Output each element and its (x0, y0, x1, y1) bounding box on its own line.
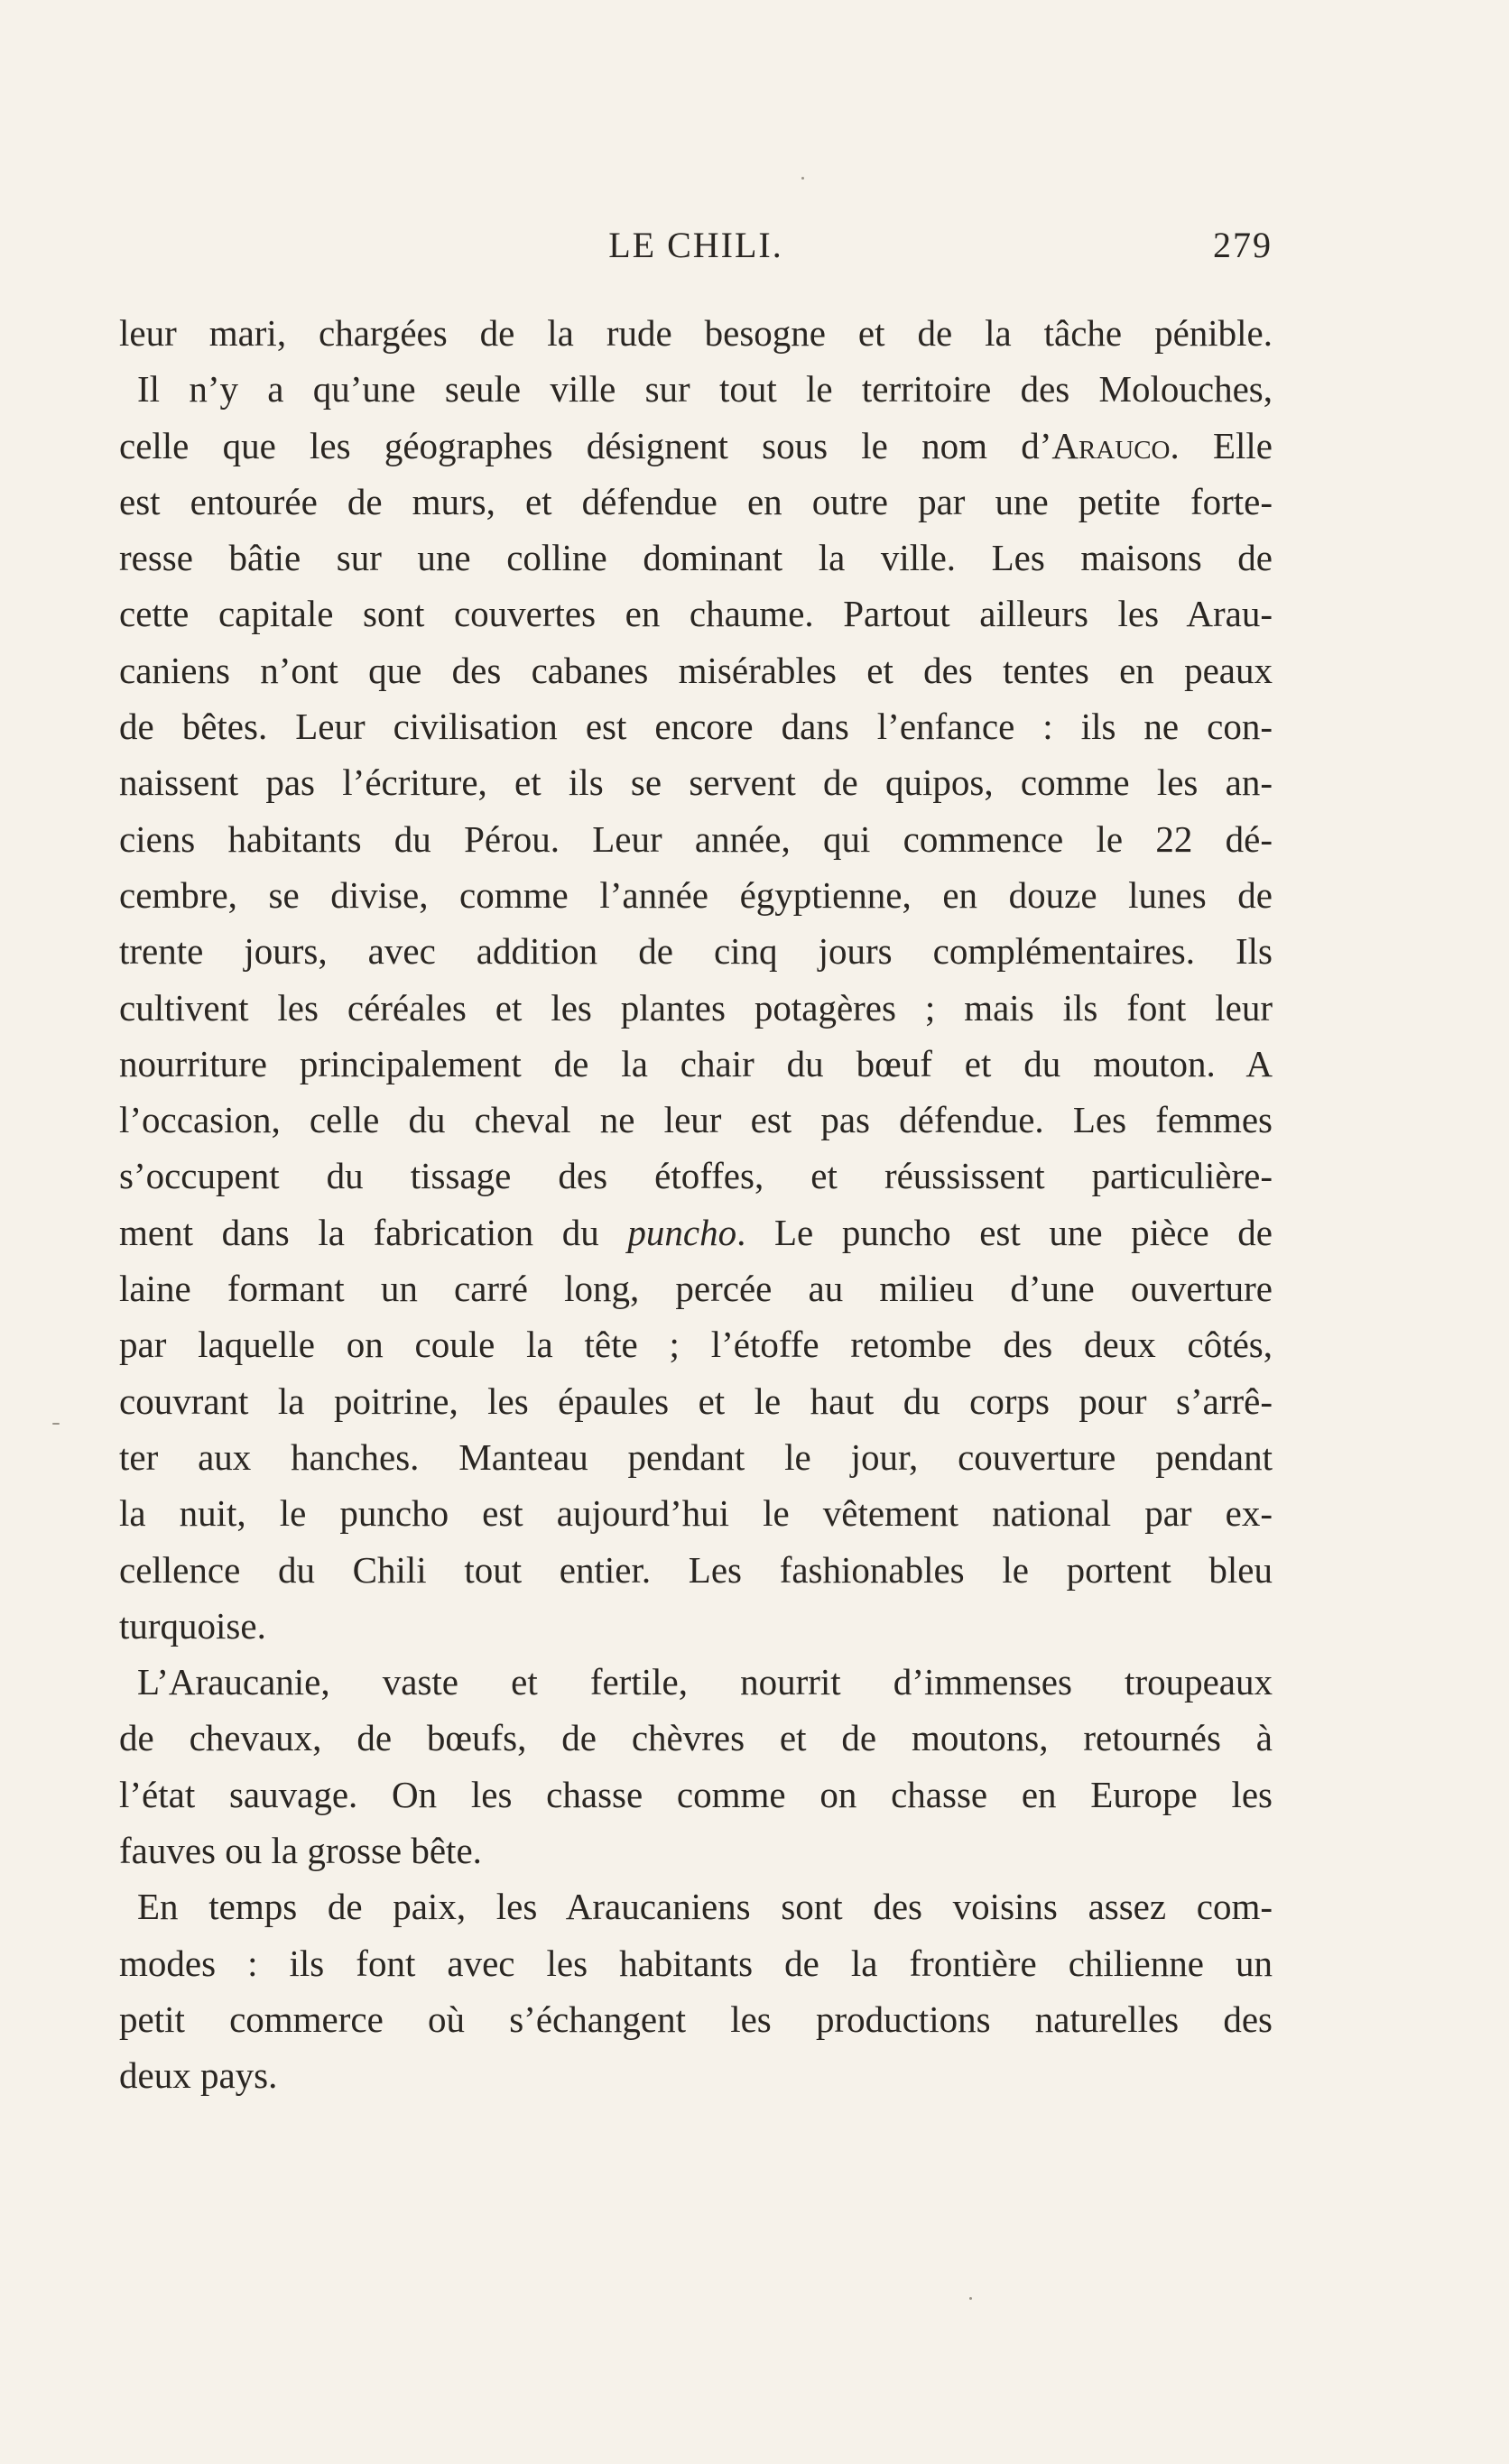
paper-speck (969, 2297, 972, 2300)
text-segment: cembre, se divise, comme l’année égyptienne, en douze lunes de (119, 873, 1273, 916)
text-segment: couvrant la poitrine, les épaules et le haut du corps pour s’arrê- (119, 1380, 1273, 1422)
text-line (119, 1092, 1273, 1148)
text-line (119, 754, 1273, 810)
text-line (119, 698, 1273, 754)
text-segment: par laquelle on coule la tête ; l’étoffe retombe des deux côtés, (119, 1324, 1273, 1366)
text-segment: trente jours, avec addition de cinq jours complémentaires. Ils (119, 930, 1273, 973)
text-segment: modes : ils font avec les habitants de la frontière chilienne un (119, 1942, 1273, 1984)
text-line (119, 1654, 1273, 1710)
text-line (119, 474, 1273, 530)
text-line (119, 1204, 1273, 1260)
text-segment: cultivent les céréales et les plantes potagères ; mais ils font leur (119, 986, 1273, 1029)
text-line (119, 642, 1273, 698)
text-segment: nourriture principalement de la chair du bœuf et du mouton. A (119, 1042, 1273, 1084)
text-line (119, 1823, 1273, 1878)
text-line (119, 2047, 1273, 2103)
text-line (119, 1316, 1273, 1372)
text-segment: . Le puncho est une pièce de (736, 1211, 1273, 1253)
text-segment: petit commerce où s’échangent les productions naturelles des (119, 1998, 1273, 2040)
page-number: 279 (1213, 225, 1273, 265)
text-segment: ment dans la fabrication du (119, 1211, 628, 1253)
paper-mark (52, 1423, 60, 1425)
running-title: LE CHILI. (608, 225, 783, 265)
text-segment: leur mari, chargées de la rude besogne et de la tâche pénible. (119, 312, 1273, 354)
text-segment: la nuit, le puncho est aujourd’hui le vêtement national par ex- (119, 1492, 1273, 1535)
text-line (119, 1935, 1273, 1991)
text-line (119, 1485, 1273, 1541)
text-segment: cellence du Chili tout entier. Les fashionables le portent bleu (119, 1548, 1273, 1591)
text-line (119, 867, 1273, 923)
text-segment: naissent pas l’écriture, et ils se servent de quipos, comme les an- (119, 761, 1273, 804)
text-line (119, 1036, 1273, 1092)
text-line (119, 586, 1273, 641)
text-line (119, 923, 1273, 979)
text-segment: de bêtes. Leur civilisation est encore dans l’enfance : ils ne con- (119, 706, 1273, 748)
text-segment: l’état sauvage. On les chasse comme on chasse en Europe les (119, 1773, 1273, 1815)
text-segment: est entourée de murs, et défendue en outre par une petite forte- (119, 480, 1273, 522)
text-segment: laine formant un carré long, percée au milieu d’une ouverture (119, 1268, 1273, 1310)
text-line (119, 418, 1273, 474)
text-line (119, 1878, 1273, 1934)
text-segment: l’occasion, celle du cheval ne leur est pas défendue. Les femmes (119, 1099, 1273, 1141)
text-line (119, 1373, 1273, 1429)
text-segment: En temps de paix, les Araucaniens sont des voisins assez com- (137, 1886, 1273, 1928)
italic-word: puncho (627, 1211, 737, 1253)
text-segment: Il n’y a qu’une seule ville sur tout le territoire des Molouches, (137, 368, 1273, 411)
text-line (119, 1260, 1273, 1316)
paper-speck (801, 177, 804, 180)
small-caps-word: Arauco (1051, 424, 1171, 466)
text-segment: deux pays. (119, 2054, 278, 2097)
text-segment: fauves ou la grosse bête. (119, 1830, 482, 1872)
text-segment: resse bâtie sur une colline dominant la ville. Les maisons de (119, 537, 1273, 579)
text-segment: caniens n’ont que des cabanes misérables et des tentes en peaux (119, 649, 1273, 691)
text-line (119, 1991, 1273, 2047)
text-segment: cette capitale sont couvertes en chaume. Partout ailleurs les Arau- (119, 593, 1273, 635)
text-segment: de chevaux, de bœufs, de chèvres et de moutons, retournés à (119, 1717, 1273, 1759)
text-segment: ter aux hanches. Manteau pendant le jour, couverture pendant (119, 1435, 1273, 1478)
text-line (119, 1598, 1273, 1654)
text-line (119, 1710, 1273, 1766)
text-segment: s’occupent du tissage des étoffes, et réussissent particulière- (119, 1155, 1273, 1197)
text-segment: turquoise. (119, 1604, 266, 1647)
text-line (119, 530, 1273, 586)
text-segment: L’Araucanie, vaste et fertile, nourrit d’immenses troupeaux (137, 1661, 1273, 1703)
text-line (119, 1148, 1273, 1204)
running-head (119, 224, 1273, 278)
text-line (119, 1429, 1273, 1485)
text-line (119, 361, 1273, 417)
text-line (119, 811, 1273, 867)
text-segment: celle que les géographes désignent sous le nom d’ (119, 424, 1052, 466)
text-line (119, 1542, 1273, 1598)
text-segment: ciens habitants du Pérou. Leur année, qui commence le 22 dé- (119, 817, 1273, 860)
text-line (119, 305, 1273, 361)
text-line (119, 980, 1273, 1036)
body-text (119, 305, 1273, 2104)
text-segment: . Elle (1170, 424, 1273, 466)
text-line (119, 1767, 1273, 1823)
